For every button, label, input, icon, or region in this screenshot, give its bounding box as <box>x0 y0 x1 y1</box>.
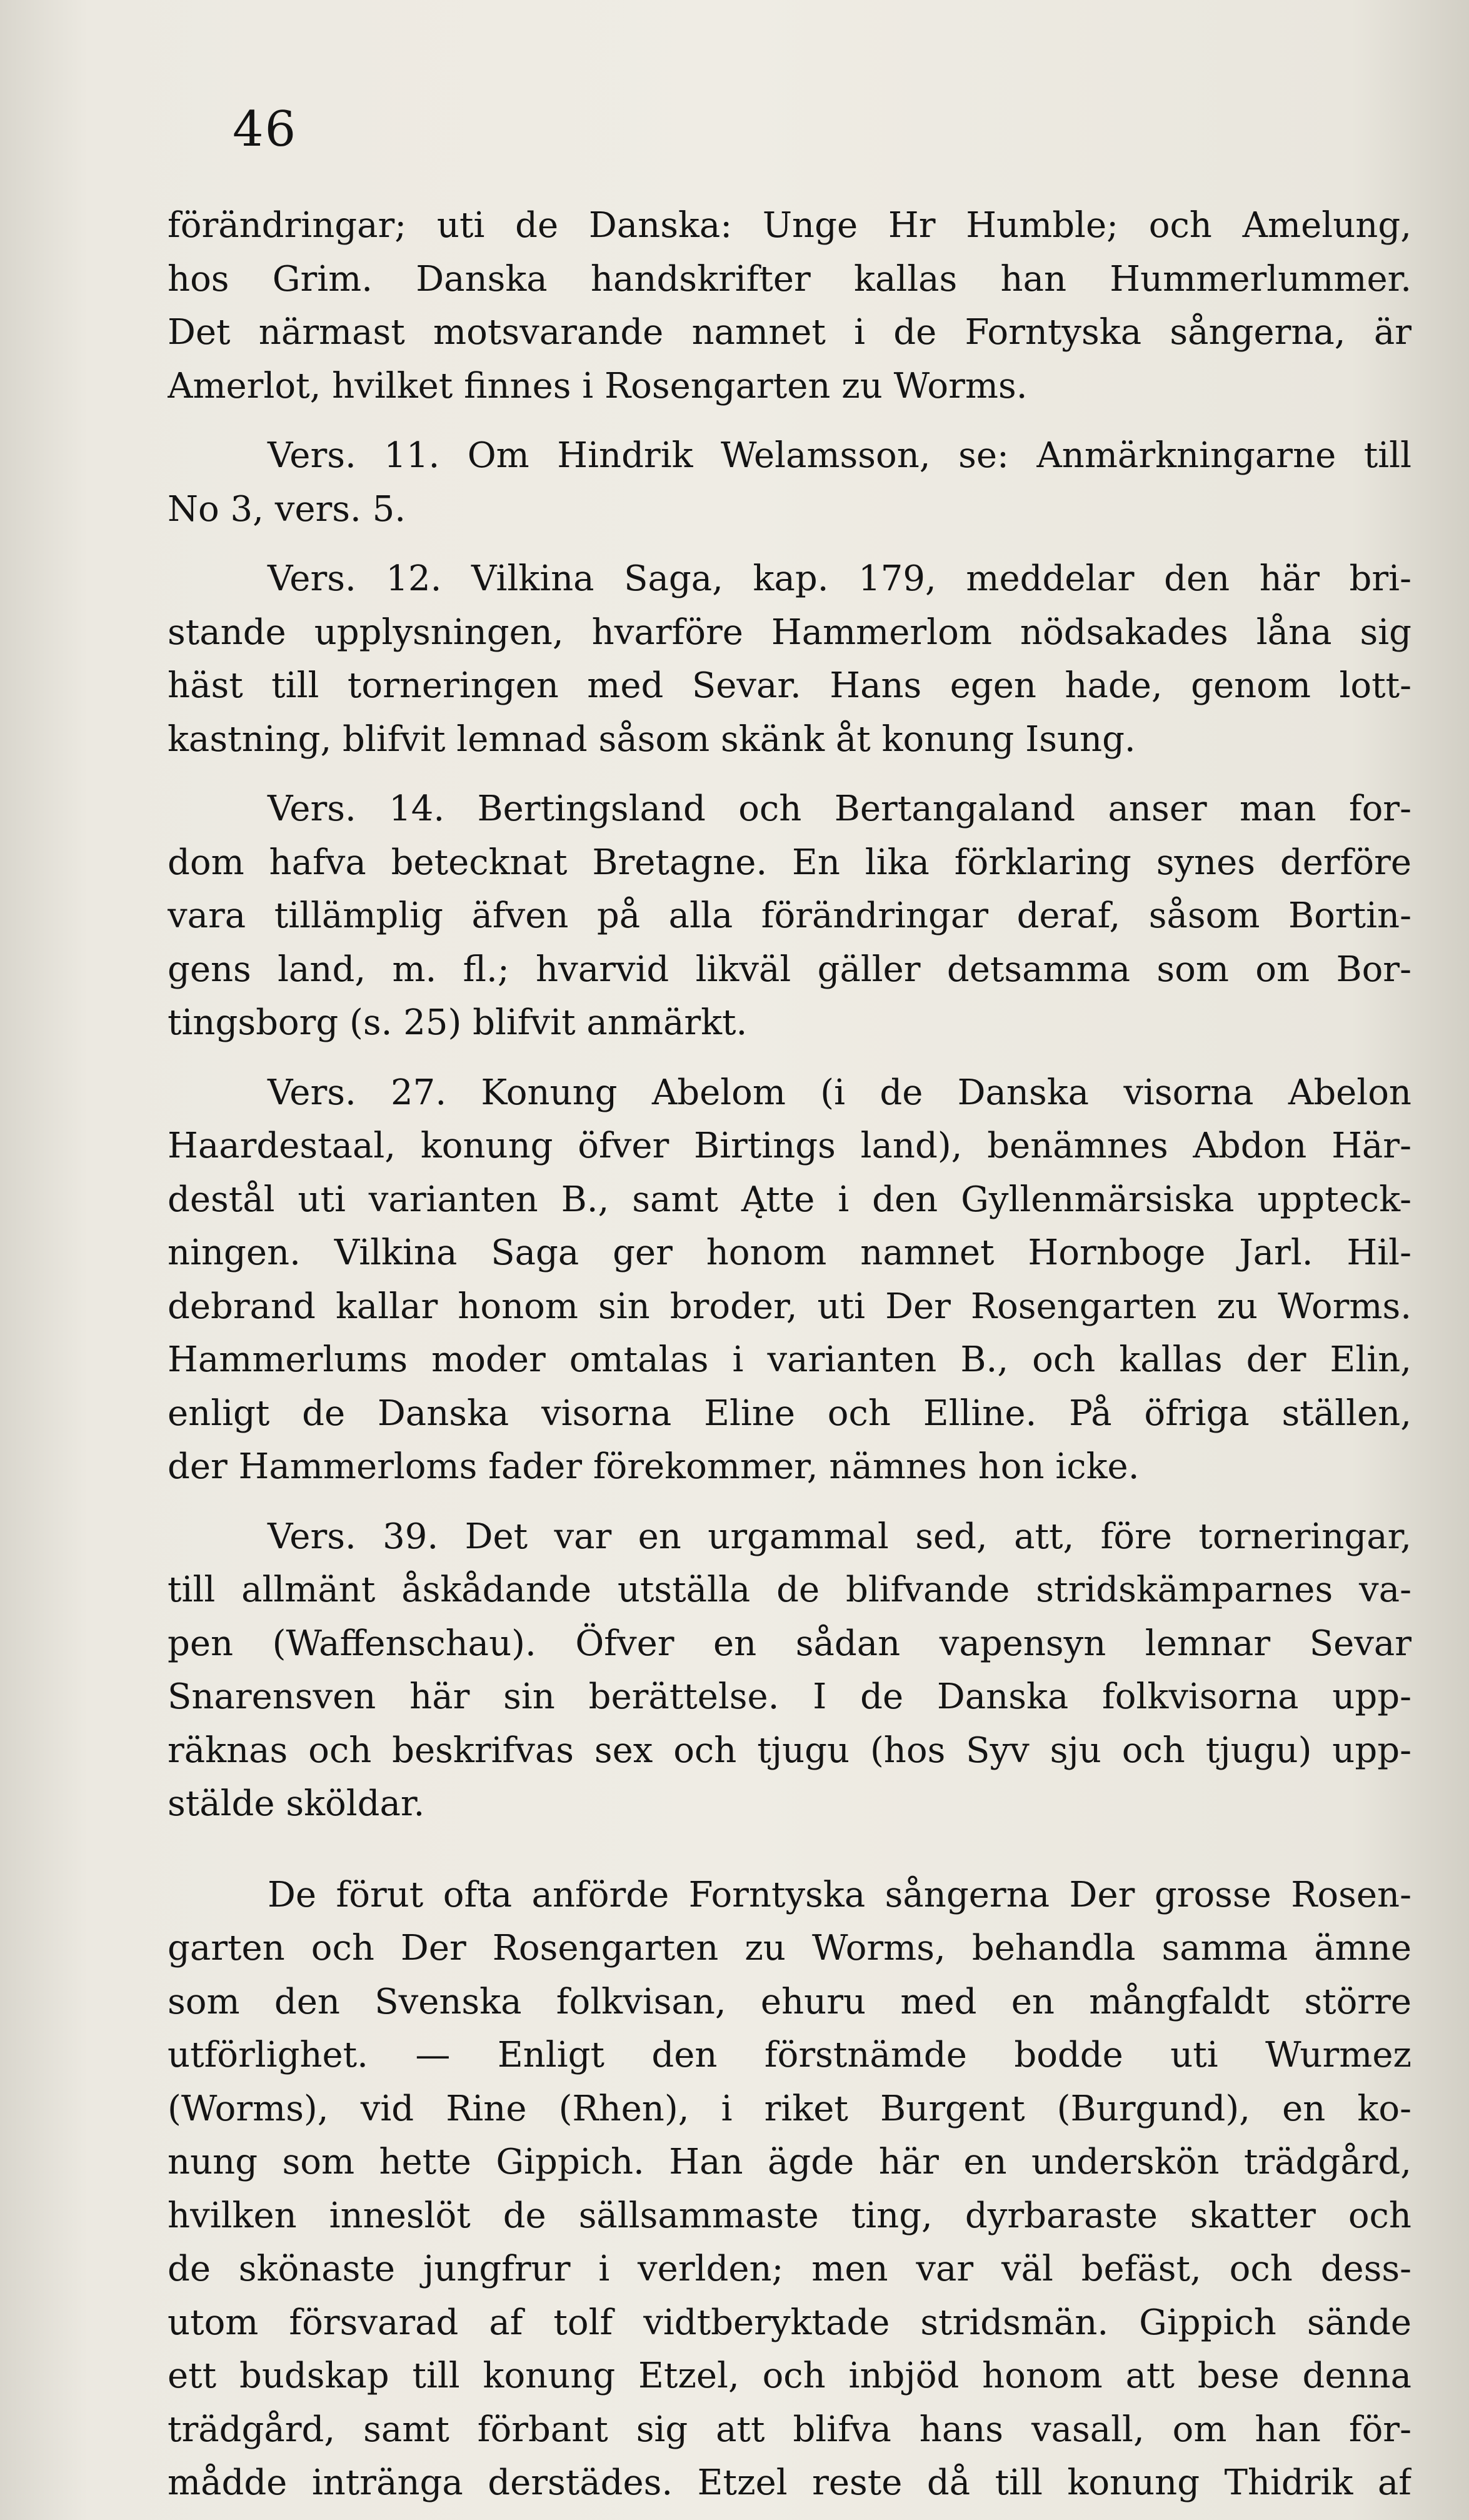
text-line: ett budskap till konung Etzel, och inbjöd honom att bese denna <box>168 2356 1411 2396</box>
text-line: Hammerlums moder omtalas i varianten B., och kallas der Elin, <box>168 1339 1411 1380</box>
text-line: Vers. 27. Konung Abelom (i de Danska visorna Abelon <box>268 1072 1411 1113</box>
text-line: dom hafva betecknat Bretagne. En lika förklaring synes derföre <box>168 842 1411 883</box>
text-line: ningen. Vilkina Saga ger honom namnet Hornboge Jarl. Hil- <box>168 1232 1411 1273</box>
text-line: mådde intränga derstädes. Etzel reste då till konung Thidrik af <box>168 2462 1411 2503</box>
text-line: Vers. 11. Om Hindrik Welamsson, se: Anmärkningarne till <box>268 435 1411 476</box>
text-line: pen (Waffenschau). Öfver en sådan vapensyn lemnar Sevar <box>168 1623 1411 1664</box>
text-line: kastning, blifvit lemnad såsom skänk åt konung Isung. <box>168 718 1136 760</box>
text-line: förändringar; uti de Danska: Unge Hr Humble; och Amelung, <box>168 205 1411 246</box>
text-line: Snarensven här sin berättelse. I de Danska folkvisorna upp- <box>168 1676 1411 1717</box>
text-line: De förut ofta anförde Forntyska sångerna Der grosse Rosen- <box>268 1874 1411 1915</box>
text-line: Haardestaal, konung öfver Birtings land), benämnes Abdon Här- <box>168 1126 1411 1166</box>
text-line: räknas och beskrifvas sex och tjugu (hos Syv sju och tjugu) upp- <box>168 1730 1411 1771</box>
text-line: som den Svenska folkvisan, ehuru med en mångfaldt större <box>168 1981 1411 2022</box>
text-line: gens land, m. fl.; hvarvid likväl gäller detsamma som om Bor- <box>168 949 1411 990</box>
body-text <box>168 199 1411 2510</box>
text-line: till allmänt åskådande utställa de blifvande stridskämparnes va- <box>168 1570 1411 1610</box>
text-line: nung som hette Gippich. Han ägde här en underskön trädgård, <box>168 2142 1411 2182</box>
text-line: stälde sköldar. <box>168 1783 425 1824</box>
text-line: vara tillämplig äfven på alla förändringar deraf, såsom Bortin- <box>168 895 1411 936</box>
text-line: de skönaste jungfrur i verlden; men var väl befäst, och dess- <box>168 2249 1411 2289</box>
text-line: utförlighet. — Enligt den förstnämde bodde uti Wurmez <box>168 2035 1411 2075</box>
text-line: hos Grim. Danska handskrifter kallas han Hummerlummer. <box>168 258 1411 300</box>
text-line: stande upplysningen, hvarföre Hammerlom nödsakades låna sig <box>168 612 1411 653</box>
text-line: Det närmast motsvarande namnet i de Forntyska sångerna, är <box>168 312 1411 353</box>
text-line: tingsborg (s. 25) blifvit anmärkt. <box>168 1002 748 1043</box>
text-line: enligt de Danska visorna Eline och Elline. På öfriga ställen, <box>168 1393 1411 1434</box>
text-line: No 3, vers. 5. <box>168 488 406 530</box>
text-line: debrand kallar honom sin broder, uti Der Rosengarten zu Worms. <box>168 1286 1411 1327</box>
text-line: Vers. 39. Det var en urgammal sed, att, före torneringar, <box>268 1516 1411 1557</box>
text-line: häst till torneringen med Sevar. Hans egen hade, genom lott- <box>168 665 1411 706</box>
text-line: der Hammerloms fader förekommer, nämnes hon icke. <box>168 1446 1140 1487</box>
text-line: destål uti varianten B., samt Ątte i den Gyllenmärsiska uppteck- <box>168 1179 1411 1220</box>
text-line: Vers. 14. Bertingsland och Bertangaland anser man for- <box>268 789 1411 829</box>
text-line: garten och Der Rosengarten zu Worms, behandla samma ämne <box>168 1928 1411 1968</box>
text-line: hvilken inneslöt de sällsammaste ting, dyrbaraste skatter och <box>168 2195 1411 2236</box>
text-line: Amerlot, hvilket finnes i Rosengarten zu Worms. <box>168 365 1028 406</box>
text-line: utom försvarad af tolf vidtberyktade stridsmän. Gippich sände <box>168 2302 1411 2343</box>
page-number: 46 <box>233 101 298 158</box>
text-line: Vers. 12. Vilkina Saga, kap. 179, meddelar den här bri- <box>268 558 1411 599</box>
text-line: trädgård, samt förbant sig att blifva hans vasall, om han för- <box>168 2409 1411 2450</box>
text-line: (Worms), vid Rine (Rhen), i riket Burgent (Burgund), en ko- <box>168 2088 1411 2129</box>
